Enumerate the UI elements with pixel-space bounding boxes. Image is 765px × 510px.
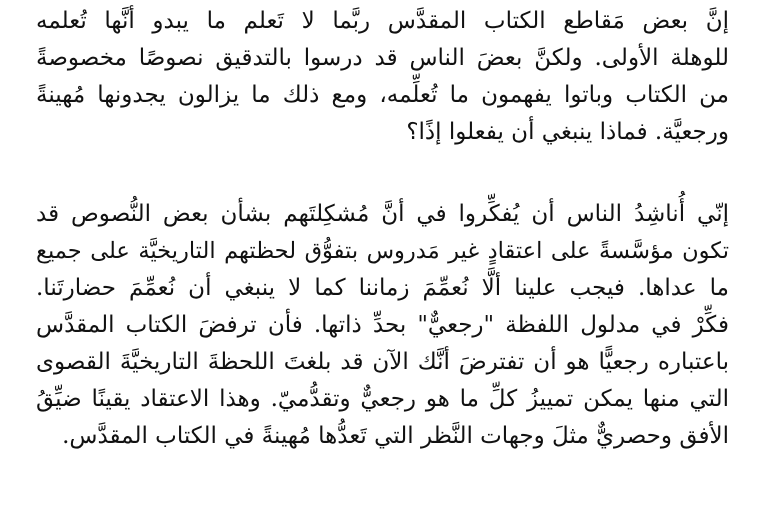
paragraph-2-line-2: تكون مؤسَّسةً على اعتقادٍ غير مَدروس بتفوُّق لحظتهم التاريخيَّة على جميع bbox=[36, 238, 729, 264]
paragraph-2-line-1: إنّي أُناشِدُ الناس أن يُفكِّروا في أنَّ مُشكِلتَهم بشأن بعض النُّصوص قد bbox=[36, 201, 729, 227]
paragraph-2-line-4: فكِّرْ في مدلول اللفظة "رجعيٌّ" بحدِّ ذاتها. فأن ترفضَ الكتاب المقدَّس bbox=[36, 312, 729, 338]
paragraph-1-line-1: إنَّ بعض مَقاطع الكتاب المقدَّس ربَّما لا تَعلم ما يبدو أنَّها تُعلمه bbox=[36, 8, 729, 34]
paragraph-2-line-3: ما عداها. فيجب علينا ألَّا نُعمِّمَ زماننا كما لا ينبغي أن نُعمِّمَ حضارتَنا. bbox=[36, 275, 729, 301]
paragraph-2-line-6: التي منها يمكن تمييزُ كلِّ ما هو رجعيٌّ وتقدُّميّ. وهذا الاعتقاد يقينًا ضيِّقُ bbox=[36, 386, 729, 412]
paragraph-2-line-5: باعتباره رجعيًّا هو أن تفترضَ أنَّك الآن قد بلغتَ اللحظةَ التاريخيَّةَ القصوى bbox=[36, 349, 729, 375]
paragraph-1-line-4: ورجعيَّة. فماذا ينبغي أن يفعلوا إذًا؟ bbox=[406, 119, 729, 145]
paragraph-1-line-3: من الكتاب وباتوا يفهمون ما تُعلِّمه، ومع ذلك ما يزالون يجدونها مُهينةً bbox=[36, 82, 729, 108]
paragraph-1-line-2: للوهلة الأولى. ولكنَّ بعضَ الناس قد درسوا بالتدقيق نصوصًا مخصوصةً bbox=[36, 45, 729, 71]
paragraph-2-line-7: الأفق وحصريٌّ مثلَ وجهات النَّظر التي تَعدُّها مُهينةً في الكتاب المقدَّس. bbox=[62, 423, 729, 449]
